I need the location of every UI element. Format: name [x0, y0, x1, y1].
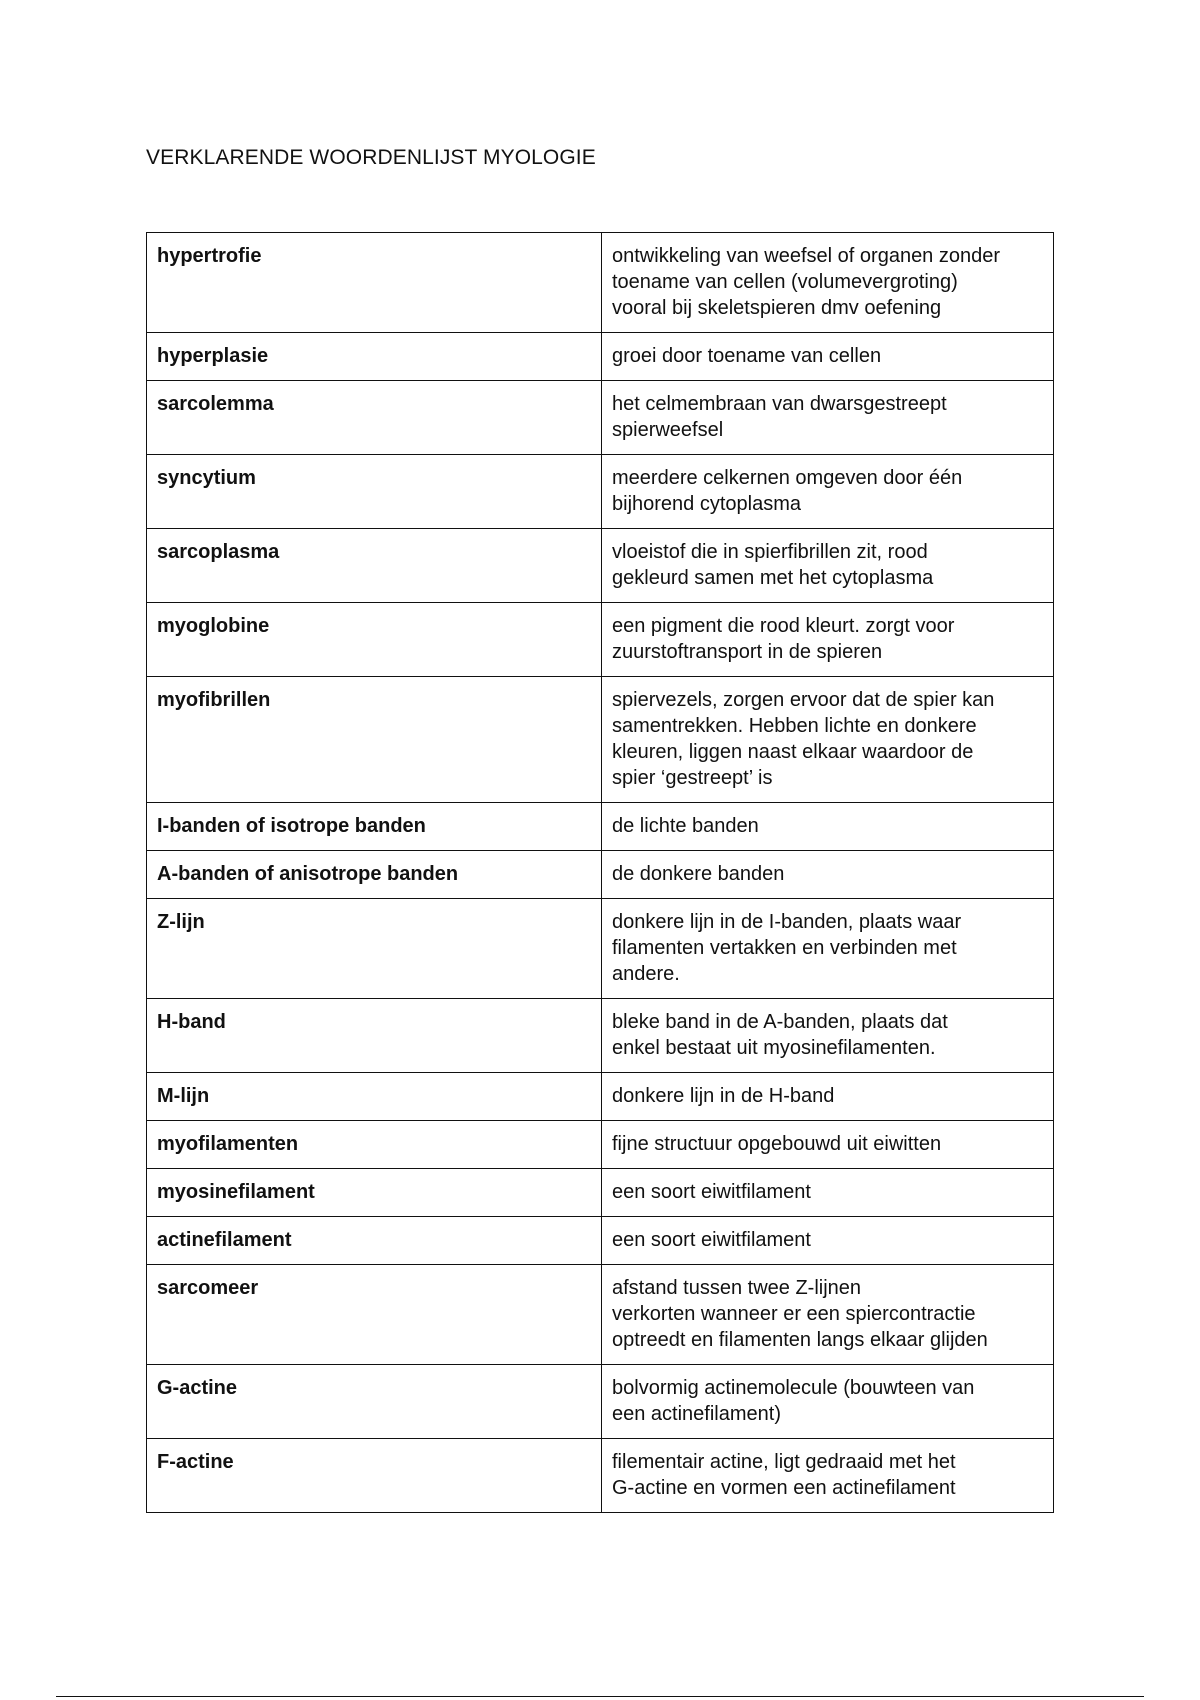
- term-cell: myosinefilament: [147, 1169, 602, 1217]
- page-title: VERKLARENDE WOORDENLIJST MYOLOGIE: [146, 146, 596, 169]
- table-row: [147, 677, 1054, 803]
- definition-cell: meerdere celkernen omgeven door één bijhorend cytoplasma: [602, 455, 1054, 529]
- table-row: [147, 529, 1054, 603]
- term-cell: A-banden of anisotrope banden: [147, 851, 602, 899]
- table-row: [147, 1265, 1054, 1365]
- table-row: [147, 851, 1054, 899]
- table-row: [147, 1073, 1054, 1121]
- table-row: [147, 999, 1054, 1073]
- term-cell: H-band: [147, 999, 602, 1073]
- definition-cell: afstand tussen twee Z-lijnen verkorten wanneer er een spiercontractie optreedt en filamenten langs elkaar glijden: [602, 1265, 1054, 1365]
- page-bottom-rule: [56, 1696, 1144, 1697]
- term-cell: M-lijn: [147, 1073, 602, 1121]
- definition-cell: bleke band in de A-banden, plaats dat enkel bestaat uit myosinefilamenten.: [602, 999, 1054, 1073]
- definition-cell: de donkere banden: [602, 851, 1054, 899]
- term-cell: myoglobine: [147, 603, 602, 677]
- definition-cell: donkere lijn in de H-band: [602, 1073, 1054, 1121]
- term-cell: F-actine: [147, 1439, 602, 1513]
- table-row: [147, 1439, 1054, 1513]
- table-row: [147, 381, 1054, 455]
- definition-cell: vloeistof die in spierfibrillen zit, rood gekleurd samen met het cytoplasma: [602, 529, 1054, 603]
- table-row: [147, 803, 1054, 851]
- glossary-table: [146, 232, 1054, 1513]
- definition-cell: filementair actine, ligt gedraaid met het G-actine en vormen een actinefilament: [602, 1439, 1054, 1513]
- definition-cell: het celmembraan van dwarsgestreept spierweefsel: [602, 381, 1054, 455]
- table-row: [147, 333, 1054, 381]
- term-cell: hypertrofie: [147, 233, 602, 333]
- definition-cell: een soort eiwitfilament: [602, 1217, 1054, 1265]
- definition-cell: ontwikkeling van weefsel of organen zonder toename van cellen (volumevergroting) vooral bij skeletspieren dmv oefening: [602, 233, 1054, 333]
- table-row: [147, 233, 1054, 333]
- term-cell: hyperplasie: [147, 333, 602, 381]
- table-row: [147, 1121, 1054, 1169]
- table-row: [147, 603, 1054, 677]
- table-row: [147, 1217, 1054, 1265]
- term-cell: sarcolemma: [147, 381, 602, 455]
- table-row: [147, 899, 1054, 999]
- term-cell: myofibrillen: [147, 677, 602, 803]
- term-cell: Z-lijn: [147, 899, 602, 999]
- definition-cell: een pigment die rood kleurt. zorgt voor zuurstoftransport in de spieren: [602, 603, 1054, 677]
- term-cell: syncytium: [147, 455, 602, 529]
- definition-cell: de lichte banden: [602, 803, 1054, 851]
- table-row: [147, 1169, 1054, 1217]
- definition-cell: donkere lijn in de I-banden, plaats waar filamenten vertakken en verbinden met andere.: [602, 899, 1054, 999]
- definition-cell: groei door toename van cellen: [602, 333, 1054, 381]
- table-row: [147, 455, 1054, 529]
- term-cell: sarcomeer: [147, 1265, 602, 1365]
- definition-cell: fijne structuur opgebouwd uit eiwitten: [602, 1121, 1054, 1169]
- term-cell: actinefilament: [147, 1217, 602, 1265]
- term-cell: I-banden of isotrope banden: [147, 803, 602, 851]
- definition-cell: een soort eiwitfilament: [602, 1169, 1054, 1217]
- term-cell: myofilamenten: [147, 1121, 602, 1169]
- definition-cell: bolvormig actinemolecule (bouwteen van een actinefilament): [602, 1365, 1054, 1439]
- term-cell: sarcoplasma: [147, 529, 602, 603]
- term-cell: G-actine: [147, 1365, 602, 1439]
- table-row: [147, 1365, 1054, 1439]
- definition-cell: spiervezels, zorgen ervoor dat de spier kan samentrekken. Hebben lichte en donkere kleuren, liggen naast elkaar waardoor de spier ‘gestreept’ is: [602, 677, 1054, 803]
